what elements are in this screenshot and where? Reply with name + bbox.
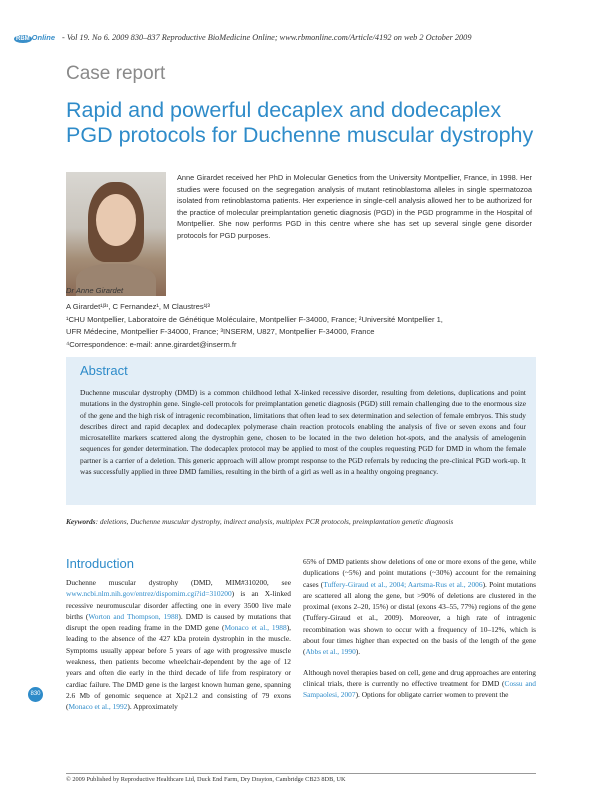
header-citation: - Vol 19. No 6. 2009 830–837 Reproductive BioMedicine Online; www.rbmonline.com/Article/4192 on web 2 October 2009 xyxy=(62,33,472,42)
logo-text: Online xyxy=(31,33,56,42)
affiliation-line: UFR Médecine, Montpellier F-34000, France; ³INSERM, U827, Montpellier F-34000, France xyxy=(66,327,375,337)
keywords-text: : deletions, Duchenne muscular dystrophy, indirect analysis, multiplex PCR protocols, preimplantation genetic diagnosis xyxy=(95,517,454,526)
article-title: Rapid and powerful decaplex and dodecaplex PGD protocols for Duchenne muscular dystrophy xyxy=(66,98,534,147)
intro-column-1: Duchenne muscular dystrophy (DMD, MIM#310200, see www.ncbi.nlm.nih.gov/entrez/dispomim.cgi?id=310200) is an X-linked recessive neuromuscular disorder affecting one in every 3500 live male births (Worton and Thompson, 1988). DMD is caused by mutations that disrupt the open reading frame in the DMD gene (Monaco et al., 1988), leading to the absence of the 427 kDa protein dystrophin in the muscle. Symptoms usually appear before 5 years of age with progressive muscle weakness, then patients become wheelchair-dependent by the age of 12 years and often die early in the third decade of life from respiratory or cardiac failure. The DMD gene is the largest known human gene, spanning 2.6 Mb of genomic sequence at Xp21.2 and consisting of 79 exons (Monaco et al., 1992). Approximately xyxy=(66,578,292,712)
author-caption: Dr Anne Girardet xyxy=(66,286,124,295)
affiliation-line: ¹CHU Montpellier, Laboratoire de Génétique Moléculaire, Montpellier F-34000, France; ²Université Montpellier 1, xyxy=(66,314,443,324)
citation-link[interactable]: Tuffery-Giraud et al., 2004; Aartsma-Rus et al., 2006 xyxy=(323,579,483,589)
citation-link[interactable]: Monaco et al., 1988 xyxy=(224,623,287,633)
introduction-title: Introduction xyxy=(66,556,134,571)
citation-link[interactable]: Cossu and Sampaolesi, 2007 xyxy=(303,678,537,700)
citation-link[interactable]: Monaco et al., 1992 xyxy=(68,702,128,712)
paragraph: Although novel therapies based on cell, gene and drug approaches are entering clinical trials, there is currently no effective treatment for DMD (Cossu and Sampaolesi, 2007). Options for obligate carrier women to prevent the xyxy=(303,667,537,700)
paragraph: 65% of DMD patients show deletions of one or more exons of the gene, while duplications (~5%) and point mutations (~30%) account for the remaining cases (Tuffery-Giraud et al., 2004; Aartsma-Rus et al., 2006). Point mutations are scattered all along the gene, but >90% of deletions are clustered in the proximal (exons 2–20, 15%) or distal (exons 43–55, 77%) regions of the gene (Tuffery-Giraud et al., 2009). Moreover, a high rate of intragenic recombination was shown to occur with a frequency of 10–12%, which is about four times higher than expected on the basis of the length of the gene (Abbs et al., 1990). xyxy=(303,557,537,657)
author-photo xyxy=(66,172,166,296)
citation-link[interactable]: Worton and Thompson, 1988 xyxy=(88,611,179,621)
keywords-label: Keywords xyxy=(66,517,96,526)
author-list: A Girardet¹ʲ³ʴ, C Fernandez¹, M Claustres¹ʲ³ xyxy=(66,302,210,311)
footer-divider xyxy=(66,773,536,774)
citation-link[interactable]: Abbs et al., 1990 xyxy=(305,647,356,657)
keywords xyxy=(66,516,536,527)
author-affiliations xyxy=(66,301,536,351)
abstract-text: Duchenne muscular dystrophy (DMD) is a common childhood lethal X-linked recessive disorder, resulting from deletions, duplications and point mutations in the dystrophin gene. Single-cell protocols for preimplantation genetic diagnosis (PGD) still remain challenging due to the enormous size of the gene and the high risk of intragenic recombination, limitations that often lead to sex determination and selection of female embryos. This study describes direct and rapid decaplex and dodecaplex polymerase chain reaction protocols enabling the analysis of five or seven exons and four microsatellite markers scattered along the dystrophin gene, chosen to be located in the two deletion hot-spots, and the analysis of amelogenin sequences for gender determination. The dodecaplex protocol may be applied to most of the couples requesting PGD for DMD in whom the female partner is a carrier of a deletion. This generic approach will allow prompt response to the PGD referrals by reducing the pre-clinical PGD work-up. It was successfully applied in three DMD families, resulting in the birth of a girl as well as in a healthy ongoing pregnancy. xyxy=(80,388,526,477)
page-number-badge: 830 xyxy=(28,687,43,702)
journal-logo xyxy=(14,33,55,42)
author-bio: Anne Girardet received her PhD in Molecular Genetics from the University Montpellier, France, in 1998. Her studies were focused on the segregation analysis of mutant retinoblastoma alleles in single spermatozoa isolated from retinoblastoma patients. Her experience in single-cell analysis allowed her to be authorized for the practice of molecular preimplantation genetic diagnosis (PGD) in the PGD programme in the Hospital of Montpellier. She now performs PGD in this centre where she has set up several single gene disorder protocols for PGD purposes. xyxy=(177,173,532,240)
logo-abbr: RBM xyxy=(16,36,30,42)
correspondence-line: ⁴Correspondence: e-mail: anne.girardet@inserm.fr xyxy=(66,339,237,349)
omim-link[interactable]: www.ncbi.nlm.nih.gov/entrez/dispomim.cgi?id=310200 xyxy=(66,589,232,599)
intro-column-2 xyxy=(303,556,536,710)
footer-copyright: © 2009 Published by Reproductive Healthcare Ltd, Duck End Farm, Dry Drayton, Cambridge CB23 8DB, UK xyxy=(66,776,346,783)
abstract-title: Abstract xyxy=(80,363,128,378)
section-type: Case report xyxy=(66,63,166,84)
